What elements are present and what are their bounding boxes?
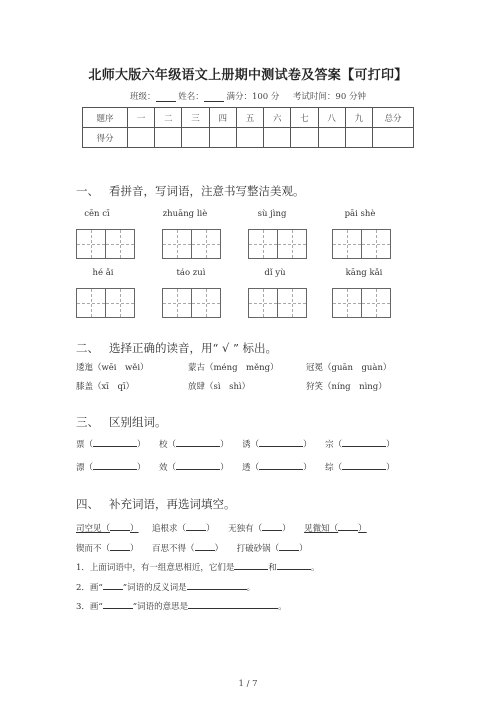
section-4-heading — [76, 496, 236, 512]
pinyin-label: kāng kǎi — [345, 268, 383, 278]
idiom-prompt: 无独有（ — [228, 524, 263, 534]
score-header-cell: 三 — [182, 108, 209, 128]
score-row — [83, 128, 414, 148]
answer-blank[interactable] — [262, 522, 282, 531]
exam-time: 考试时间：90 分钟 — [292, 92, 366, 102]
word-group-row — [76, 438, 395, 450]
pronunciation-item[interactable]: 蒙古（méng měng） — [188, 363, 279, 373]
score-header-row — [83, 108, 414, 128]
writing-grid[interactable] — [248, 288, 307, 318]
idiom-row — [76, 542, 308, 554]
score-header-cell: 九 — [345, 108, 372, 128]
pinyin-label: sù jìng — [257, 209, 287, 219]
name-label: 姓名： — [178, 92, 204, 102]
word-close: ） — [386, 440, 395, 450]
idiom-close: ） — [358, 524, 367, 534]
question-3 — [76, 600, 287, 612]
score-cell[interactable] — [155, 128, 182, 148]
writing-grid[interactable] — [248, 229, 307, 259]
answer-blank[interactable] — [277, 561, 311, 570]
answer-blank[interactable] — [93, 438, 137, 447]
idiom-close: ） — [282, 524, 291, 534]
score-cell[interactable] — [318, 128, 345, 148]
answer-blank[interactable] — [338, 522, 358, 531]
writing-grid[interactable] — [76, 288, 135, 318]
word-close: ） — [137, 463, 146, 473]
answer-blank[interactable] — [259, 461, 303, 470]
idiom-close: ） — [299, 544, 308, 554]
word-close: ） — [137, 440, 146, 450]
word-prompt: 漂（ — [76, 463, 94, 473]
word-close: ） — [220, 440, 229, 450]
idiom-prompt: 司空见（ — [76, 524, 111, 534]
score-header-cell: 四 — [209, 108, 236, 128]
exam-info — [0, 90, 496, 102]
question-text: 2．画“ — [76, 583, 103, 593]
answer-blank[interactable] — [103, 581, 123, 590]
score-cell[interactable] — [236, 128, 263, 148]
word-prompt: 宗（ — [325, 440, 343, 450]
score-cell[interactable] — [209, 128, 236, 148]
question-2 — [76, 581, 255, 593]
answer-blank[interactable] — [93, 461, 137, 470]
question-text: ”词语的意思是 — [132, 602, 189, 612]
pronunciation-item[interactable]: 膝盖（xī qī） — [76, 382, 135, 392]
section-title: 区别组词。 — [109, 415, 167, 429]
page-number: 1 / 7 — [238, 679, 258, 689]
score-header-cell: 题序 — [83, 108, 128, 128]
answer-blank[interactable] — [187, 581, 247, 590]
pronunciation-item[interactable]: 逶迤（wēi wěi） — [76, 363, 149, 373]
idiom-prompt: 见微知（ — [304, 524, 339, 534]
score-cell[interactable] — [128, 128, 155, 148]
class-blank — [156, 92, 176, 102]
name-blank — [204, 92, 224, 102]
section-2-heading — [76, 340, 277, 356]
page-title: 北师大版六年级语文上册期中测试卷及答案【可打印】 — [88, 68, 408, 83]
writing-grid[interactable] — [332, 288, 391, 318]
word-prompt: 票（ — [76, 440, 94, 450]
question-text: ”词语的反义词是 — [122, 583, 187, 593]
pronunciation-item[interactable]: 放肆（sì shì） — [188, 382, 251, 392]
answer-blank[interactable] — [176, 461, 220, 470]
pinyin-label: táo zuì — [176, 268, 206, 278]
idiom-close: ） — [130, 544, 139, 554]
question-1 — [76, 561, 319, 573]
idiom-close: ） — [214, 544, 224, 554]
question-text: 。 — [246, 583, 256, 593]
question-text: 。 — [310, 563, 320, 573]
class-label: 班级： — [130, 92, 156, 102]
word-prompt: 效（ — [159, 463, 177, 473]
score-cell[interactable] — [264, 128, 291, 148]
answer-blank[interactable] — [259, 438, 303, 447]
idiom-close: ） — [130, 524, 139, 534]
idiom-prompt: 锲而不（ — [76, 544, 111, 554]
pronunciation-item[interactable]: 狩笑（níng nìng） — [306, 382, 387, 392]
pronunciation-item[interactable]: 冠冕（guān guàn） — [306, 363, 392, 373]
section-3-heading — [76, 414, 167, 430]
score-header-cell: 一 — [128, 108, 155, 128]
writing-grid[interactable] — [332, 229, 391, 259]
score-header-cell: 五 — [236, 108, 263, 128]
score-table — [82, 107, 414, 148]
writing-grid[interactable] — [162, 229, 221, 259]
section-number: 四、 — [76, 497, 99, 511]
section-number: 一、 — [76, 184, 99, 198]
score-row-label: 得分 — [83, 128, 128, 148]
answer-blank[interactable] — [234, 561, 268, 570]
answer-blank[interactable] — [110, 542, 130, 551]
section-number: 三、 — [76, 415, 99, 429]
question-text: 1．上面词语中，有一组意思相近，它们是 — [76, 563, 235, 573]
pinyin-label: hé ǎi — [92, 268, 114, 278]
pinyin-label: pāi shè — [344, 209, 376, 219]
answer-blank[interactable] — [176, 438, 220, 447]
score-cell[interactable] — [182, 128, 209, 148]
word-prompt: 校（ — [159, 440, 177, 450]
answer-blank[interactable] — [342, 438, 386, 447]
section-number: 二、 — [76, 341, 99, 355]
answer-blank[interactable] — [186, 522, 206, 531]
score-cell[interactable] — [345, 128, 372, 148]
section-title: 看拼音，写词语，注意书写整洁美观。 — [109, 184, 305, 198]
word-prompt: 综（ — [325, 463, 343, 473]
word-prompt: 诱（ — [242, 440, 260, 450]
score-cell[interactable] — [373, 128, 414, 148]
writing-grid[interactable] — [162, 288, 221, 318]
idiom-row — [76, 522, 367, 534]
question-text: 3．画“ — [76, 602, 103, 612]
answer-blank[interactable] — [188, 600, 278, 609]
idiom-prompt: 打破砂锅（ — [236, 544, 280, 554]
word-close: ） — [303, 440, 312, 450]
word-close: ） — [386, 463, 395, 473]
idiom-close: ） — [206, 524, 215, 534]
idiom-prompt: 追根求（ — [152, 524, 187, 534]
full-score: 满分：100 分 — [226, 92, 280, 102]
score-header-cell: 八 — [318, 108, 345, 128]
question-text: 。 — [278, 602, 287, 612]
score-cell[interactable] — [291, 128, 318, 148]
pinyin-label: dǐ yù — [264, 268, 286, 278]
section-1-heading — [76, 183, 305, 199]
answer-blank[interactable] — [279, 542, 299, 551]
word-close: ） — [220, 463, 229, 473]
writing-grid[interactable] — [76, 229, 135, 259]
answer-blank[interactable] — [110, 522, 130, 531]
answer-blank[interactable] — [103, 600, 133, 609]
score-header-cell: 二 — [155, 108, 182, 128]
score-header-cell: 总分 — [373, 108, 414, 128]
answer-blank[interactable] — [342, 461, 386, 470]
score-header-cell: 六 — [264, 108, 291, 128]
section-title: 选择正确的读音，用“ √ ” 标出。 — [109, 341, 278, 355]
word-group-row — [76, 461, 395, 473]
score-header-cell: 七 — [291, 108, 318, 128]
question-text: 和 — [268, 563, 277, 573]
answer-blank[interactable] — [195, 542, 215, 551]
word-close: ） — [303, 463, 312, 473]
section-title: 补充词语，再选词填空。 — [109, 497, 236, 511]
idiom-prompt: 百思不得（ — [152, 544, 195, 554]
pinyin-label: zhuāng liè — [162, 209, 208, 219]
pinyin-label: cēn cī — [84, 209, 110, 219]
word-prompt: 透（ — [242, 463, 260, 473]
